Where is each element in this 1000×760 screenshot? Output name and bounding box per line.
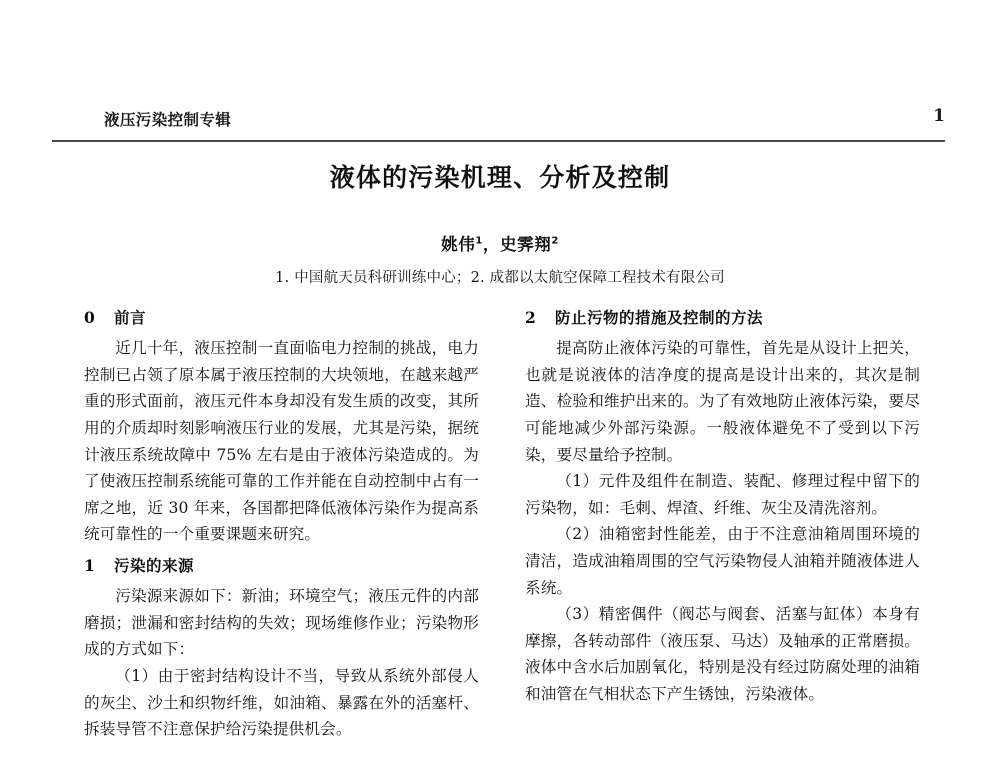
section-number: 1 [84, 556, 96, 575]
author-separator: ， [482, 235, 500, 255]
body-columns [84, 306, 920, 756]
running-head-title: 液压污染控制专辑 [104, 111, 232, 129]
affiliation-line: 1. 中国航天员科研训练中心；2. 成都以太航空保障工程技术有限公司 [275, 270, 725, 287]
author-affiliation-marker: 1 [475, 235, 483, 247]
body-paragraph: （1）元件及组件在制造、装配、修理过程中留下的污染物，如：毛刺、焊渣、纤维、灰尘及清洗溶剂。 [525, 472, 920, 517]
page-title: 液体的污染机理、分析及控制 [329, 163, 671, 192]
body-paragraph: （3）精密偶件（阀芯与阀套、活塞与缸体）本身有摩擦，各转动部件（液压泵、马达）及轴承的正常磨损。液体中含水后加剧氧化，特别是没有经过防腐处理的油箱和油管在气相状态下产生锈蚀，污染液体。 [525, 605, 920, 703]
section-heading-text: 前言 [114, 309, 147, 327]
section-heading [84, 306, 479, 330]
body-paragraph: 近几十年，液压控制一直面临电力控制的挑战，电力控制已占领了原本属于液压控制的大块领地，在越来越严重的形式面前，液压元件本身却没有发生质的改变，其所用的介质却时刻影响液压行业的发展，尤其是污染，据统计液压系统故障中 75% 左右是由于液体污染造成的。为了使液压控制系统能可靠的工作并能在自动控制中占有一席之地，近 30 年来，各国都把降低液体污染作为提高系统可靠性的一个重要课题来研究。 [84, 339, 479, 544]
author-list [52, 231, 948, 255]
header-rule [52, 140, 945, 142]
author-affiliation-marker: 2 [551, 235, 559, 247]
section-number: 0 [84, 308, 96, 327]
body-paragraph: 提高防止液体污染的可靠性，首先是从设计上把关，也就是说液体的洁净度的提高是设计出来的，其次是制造、检验和维护出来的。为了有效地防止液体污染，要尽可能地减少外部污染源。一般液体避免不了受到以下污染，要尽量给予控制。 [525, 339, 920, 464]
page-number: 1 [933, 106, 945, 126]
section-number: 2 [525, 308, 537, 327]
section-heading-text: 污染的来源 [114, 557, 195, 575]
author-name: 姚伟$^1$ [441, 235, 483, 255]
section-heading [84, 554, 479, 578]
column-right [525, 306, 920, 756]
section-heading [525, 306, 920, 330]
body-paragraph: （1）由于密封结构设计不当，导致从系统外部侵人的灰尘、沙土和织物纤维，如油箱、暴露在外的活塞杆、拆装导管不注意保护给污染提供机会。 [84, 667, 479, 739]
body-paragraph: 污染源来源如下：新油；环境空气；液压元件的内部磨损；泄漏和密封结构的失效；现场维修作业；污染物形成的方式如下： [84, 587, 479, 659]
author-name: 史霁翔$^2$ [500, 235, 559, 255]
section-heading-text: 防止污物的措施及控制的方法 [555, 309, 764, 327]
body-paragraph: （2）油箱密封性能差，由于不注意油箱周围环境的清洁，造成油箱周围的空气污染物侵人油箱并随液体进人系统。 [525, 525, 920, 597]
title-block [52, 162, 948, 287]
column-left [84, 306, 479, 756]
running-head [52, 108, 945, 142]
